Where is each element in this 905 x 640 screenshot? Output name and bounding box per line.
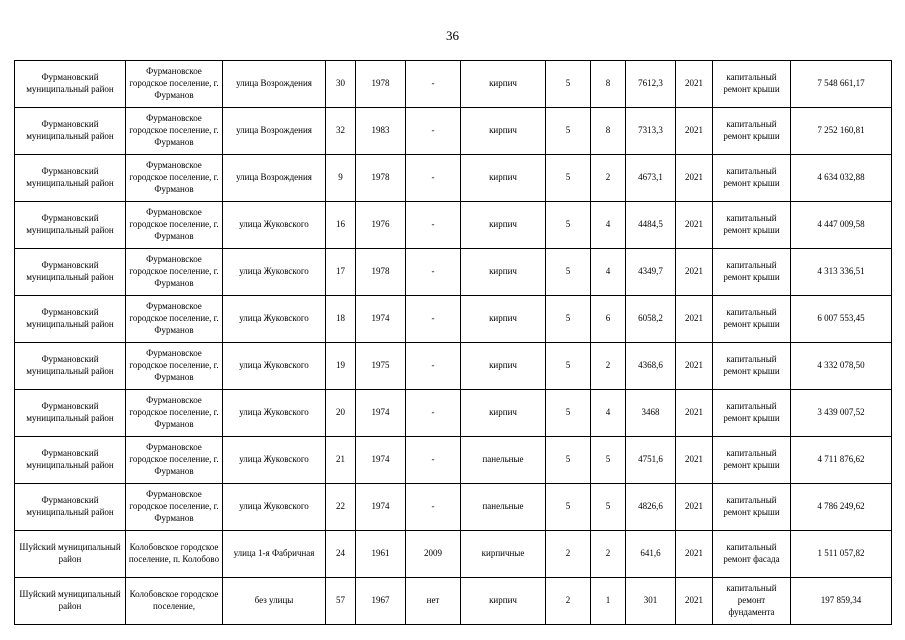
table-cell: 2021 <box>676 61 713 108</box>
table-cell: - <box>406 343 461 390</box>
table-cell: 1983 <box>356 108 406 155</box>
table-row <box>15 437 892 484</box>
table-cell: - <box>406 437 461 484</box>
table-cell: 6058,2 <box>626 296 676 343</box>
table-cell: 5 <box>546 390 591 437</box>
table-cell: 1961 <box>356 531 406 578</box>
table-cell: кирпич <box>461 155 546 202</box>
table-cell: 1967 <box>356 578 406 625</box>
table-cell: 32 <box>326 108 356 155</box>
table-cell: капитальный ремонт крыши <box>713 484 791 531</box>
table-cell: - <box>406 155 461 202</box>
table-cell: 197 859,34 <box>791 578 892 625</box>
table-cell: 5 <box>546 484 591 531</box>
table-row <box>15 108 892 155</box>
table-cell: 24 <box>326 531 356 578</box>
table-cell: 4 332 078,50 <box>791 343 892 390</box>
table-cell: 5 <box>546 343 591 390</box>
table-cell: улица 1-я Фабричная <box>223 531 326 578</box>
table-cell: 3 439 007,52 <box>791 390 892 437</box>
table-cell: Фурмановский муниципальный район <box>15 202 126 249</box>
table-cell: Фурмановское городское поселение, г. Фурманов <box>126 61 223 108</box>
table-cell: 5 <box>546 108 591 155</box>
table-cell: 1974 <box>356 296 406 343</box>
table-cell: 1976 <box>356 202 406 249</box>
table-cell: нет <box>406 578 461 625</box>
table-cell: улица Жуковского <box>223 484 326 531</box>
table-cell: 20 <box>326 390 356 437</box>
table-cell: 30 <box>326 61 356 108</box>
table-cell: 2021 <box>676 343 713 390</box>
table-cell: кирпич <box>461 202 546 249</box>
table-cell: 22 <box>326 484 356 531</box>
table-cell: - <box>406 296 461 343</box>
table-cell: 8 <box>591 61 626 108</box>
table-cell: 641,6 <box>626 531 676 578</box>
table-cell: 4 313 336,51 <box>791 249 892 296</box>
table-cell: 1 <box>591 578 626 625</box>
table-cell: кирпич <box>461 343 546 390</box>
table-cell: - <box>406 108 461 155</box>
table-cell: 1975 <box>356 343 406 390</box>
table-cell: 2 <box>591 343 626 390</box>
table-cell: капитальный ремонт фасада <box>713 531 791 578</box>
table-cell: - <box>406 390 461 437</box>
table-cell: 301 <box>626 578 676 625</box>
housing-program-table <box>14 60 892 625</box>
table-cell: 4 447 009,58 <box>791 202 892 249</box>
table-cell: 2 <box>591 155 626 202</box>
table-cell: 18 <box>326 296 356 343</box>
table-cell: капитальный ремонт крыши <box>713 296 791 343</box>
table-cell: 9 <box>326 155 356 202</box>
table-cell: Фурмановское городское поселение, г. Фурманов <box>126 108 223 155</box>
table-cell: 2021 <box>676 578 713 625</box>
table-cell: 57 <box>326 578 356 625</box>
table-cell: Фурмановский муниципальный район <box>15 249 126 296</box>
table-cell: 2009 <box>406 531 461 578</box>
table-cell: 4 <box>591 390 626 437</box>
table-cell: улица Жуковского <box>223 343 326 390</box>
table-cell: 6 <box>591 296 626 343</box>
table-cell: 2021 <box>676 202 713 249</box>
table-cell: Фурмановский муниципальный район <box>15 155 126 202</box>
table-cell: кирпич <box>461 249 546 296</box>
table-row <box>15 390 892 437</box>
table-cell: улица Возрождения <box>223 61 326 108</box>
table-cell: 8 <box>591 108 626 155</box>
table-cell: 4484,5 <box>626 202 676 249</box>
table-row <box>15 296 892 343</box>
table-cell: улица Жуковского <box>223 249 326 296</box>
table-cell: 7 252 160,81 <box>791 108 892 155</box>
table-cell: 5 <box>546 61 591 108</box>
table-cell: 5 <box>546 202 591 249</box>
table-cell: 2021 <box>676 296 713 343</box>
table-cell: капитальный ремонт крыши <box>713 437 791 484</box>
table-cell: 1978 <box>356 61 406 108</box>
table-cell: Фурмановский муниципальный район <box>15 296 126 343</box>
table-cell: 6 007 553,45 <box>791 296 892 343</box>
table-cell: 1974 <box>356 437 406 484</box>
table-cell: 4826,6 <box>626 484 676 531</box>
table-cell: 21 <box>326 437 356 484</box>
table-cell: 2021 <box>676 531 713 578</box>
table-cell: кирпич <box>461 108 546 155</box>
table-cell: улица Возрождения <box>223 155 326 202</box>
table-cell: 2 <box>591 531 626 578</box>
table-cell: улица Жуковского <box>223 437 326 484</box>
table-cell: 7 548 661,17 <box>791 61 892 108</box>
table-cell: 5 <box>546 155 591 202</box>
table-cell: 3468 <box>626 390 676 437</box>
table-cell: 17 <box>326 249 356 296</box>
table-cell: Колобовское городское поселение, <box>126 578 223 625</box>
table-cell: капитальный ремонт крыши <box>713 390 791 437</box>
table-body <box>15 61 892 625</box>
table-cell: капитальный ремонт крыши <box>713 249 791 296</box>
table-cell: улица Жуковского <box>223 202 326 249</box>
table-row <box>15 531 892 578</box>
table-cell: - <box>406 202 461 249</box>
table-row <box>15 202 892 249</box>
table-cell: - <box>406 484 461 531</box>
table-cell: без улицы <box>223 578 326 625</box>
table-cell: кирпич <box>461 390 546 437</box>
table-cell: 2021 <box>676 484 713 531</box>
table-cell: Фурмановский муниципальный район <box>15 437 126 484</box>
table-cell: 2021 <box>676 437 713 484</box>
table-cell: 2021 <box>676 390 713 437</box>
table-cell: кирпич <box>461 578 546 625</box>
table-cell: 1974 <box>356 390 406 437</box>
page-number: 36 <box>446 28 459 43</box>
table-cell: 4673,1 <box>626 155 676 202</box>
table-cell: 19 <box>326 343 356 390</box>
table-cell: панельные <box>461 437 546 484</box>
table-row <box>15 484 892 531</box>
table-row <box>15 578 892 625</box>
table-cell: кирпичные <box>461 531 546 578</box>
table-cell: 5 <box>591 484 626 531</box>
table-cell: панельные <box>461 484 546 531</box>
table-cell: капитальный ремонт крыши <box>713 108 791 155</box>
table-cell: Фурмановский муниципальный район <box>15 343 126 390</box>
table-cell: 4 634 032,88 <box>791 155 892 202</box>
table-cell: 1 511 057,82 <box>791 531 892 578</box>
table-row <box>15 155 892 202</box>
table-cell: Фурмановское городское поселение, г. Фурманов <box>126 249 223 296</box>
table-cell: капитальный ремонт крыши <box>713 202 791 249</box>
table-cell: Фурмановское городское поселение, г. Фурманов <box>126 484 223 531</box>
table-cell: Фурмановский муниципальный район <box>15 484 126 531</box>
table-cell: 2021 <box>676 108 713 155</box>
table-cell: 5 <box>546 296 591 343</box>
table-cell: Фурмановское городское поселение, г. Фурманов <box>126 202 223 249</box>
table-cell: 4 <box>591 249 626 296</box>
table-cell: 1978 <box>356 155 406 202</box>
table-cell: 4 711 876,62 <box>791 437 892 484</box>
table-cell: 4 <box>591 202 626 249</box>
table-cell: 5 <box>546 437 591 484</box>
table-cell: кирпич <box>461 296 546 343</box>
table-cell: Фурмановское городское поселение, г. Фурманов <box>126 296 223 343</box>
table-cell: улица Возрождения <box>223 108 326 155</box>
table-cell: 4368,6 <box>626 343 676 390</box>
table-cell: 4 786 249,62 <box>791 484 892 531</box>
table-cell: 4751,6 <box>626 437 676 484</box>
table-cell: 4349,7 <box>626 249 676 296</box>
table-cell: Фурмановское городское поселение, г. Фурманов <box>126 437 223 484</box>
table-cell: 2021 <box>676 249 713 296</box>
table-cell: 7313,3 <box>626 108 676 155</box>
table-cell: Фурмановский муниципальный район <box>15 108 126 155</box>
table-cell: Фурмановское городское поселение, г. Фурманов <box>126 155 223 202</box>
table-cell: Фурмановское городское поселение, г. Фурманов <box>126 390 223 437</box>
table-cell: капитальный ремонт крыши <box>713 61 791 108</box>
table-cell: улица Жуковского <box>223 296 326 343</box>
table-cell: капитальный ремонт крыши <box>713 155 791 202</box>
table-cell: Колобовское городское поселение, п. Колобово <box>126 531 223 578</box>
table-row <box>15 61 892 108</box>
table-cell: кирпич <box>461 61 546 108</box>
table-cell: капитальный ремонт крыши <box>713 343 791 390</box>
table-cell: Фурмановский муниципальный район <box>15 61 126 108</box>
table-cell: - <box>406 249 461 296</box>
table-cell: Шуйский муниципальный район <box>15 578 126 625</box>
table-cell: 1974 <box>356 484 406 531</box>
table-row <box>15 249 892 296</box>
table-cell: 7612,3 <box>626 61 676 108</box>
table-cell: 2021 <box>676 155 713 202</box>
table-cell: улица Жуковского <box>223 390 326 437</box>
table-cell: Фурмановское городское поселение, г. Фурманов <box>126 343 223 390</box>
table-cell: 2 <box>546 531 591 578</box>
table-cell: 2 <box>546 578 591 625</box>
table-row <box>15 343 892 390</box>
table-cell: 5 <box>591 437 626 484</box>
table-cell: 5 <box>546 249 591 296</box>
table-cell: 16 <box>326 202 356 249</box>
table-cell: 1978 <box>356 249 406 296</box>
table-cell: Шуйский муниципальный район <box>15 531 126 578</box>
table-cell: Фурмановский муниципальный район <box>15 390 126 437</box>
table-cell: - <box>406 61 461 108</box>
table-cell: капитальный ремонт фундамента <box>713 578 791 625</box>
